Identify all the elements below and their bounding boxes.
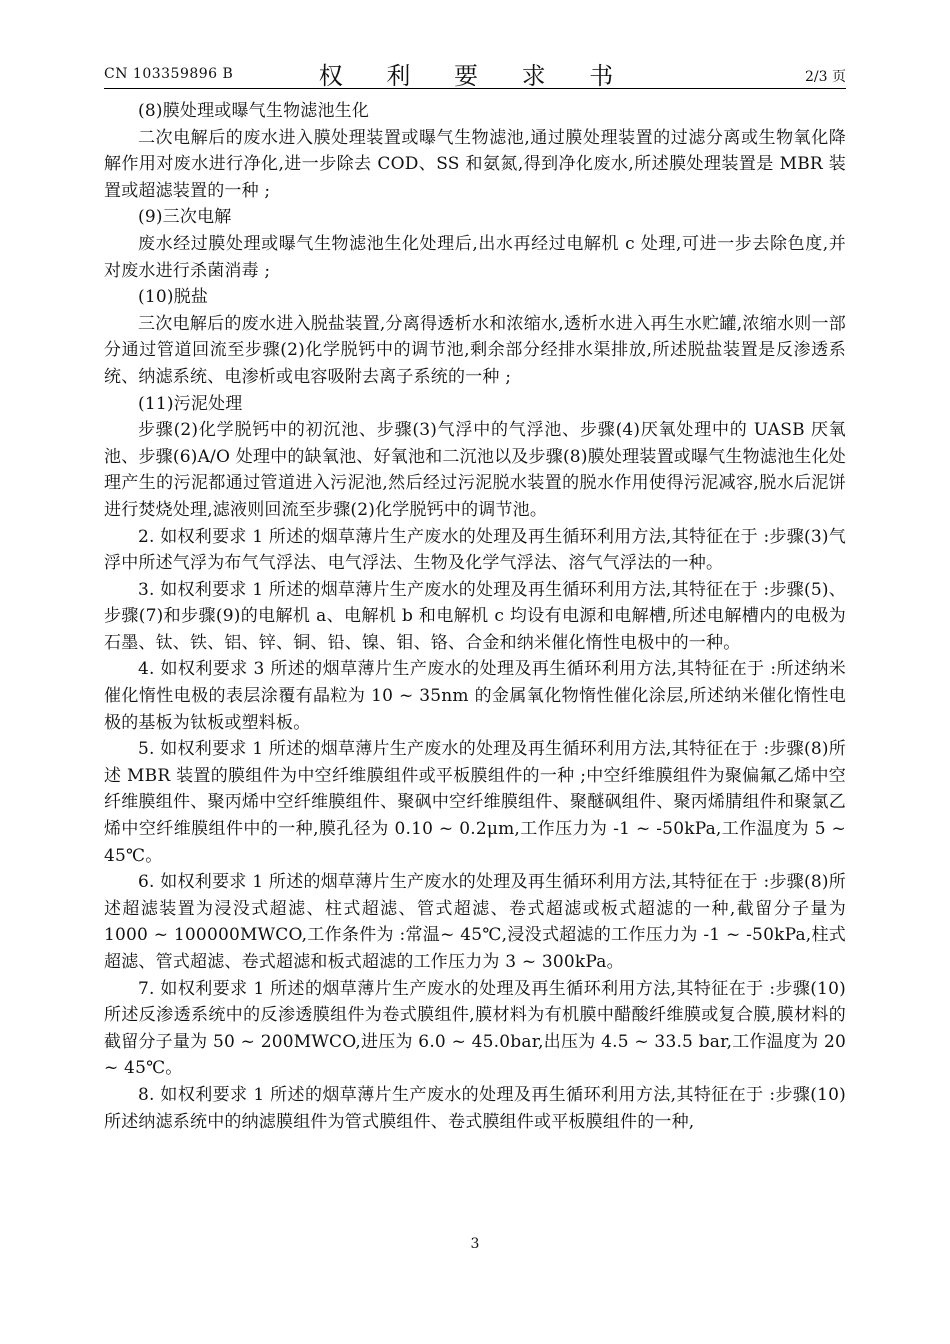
paragraph: 二次电解后的废水进入膜处理装置或曝气生物滤池,通过膜处理装置的过滤分离或生物氧化降解作用对废水进行净化,进一步除去 COD、SS 和氨氮,得到净化废水,所述膜处理装置是 MBR 装置或超滤装置的一种 ;	[104, 127, 846, 201]
page-number: 3	[470, 1236, 480, 1252]
section-heading-10: (10)脱盐	[138, 287, 209, 308]
paragraph: 废水经过膜处理或曝气生物滤池生化处理后,出水再经过电解机 c 处理,可进一步去除色度,并对废水进行杀菌消毒 ;	[104, 233, 846, 281]
claim-5: 5. 如权利要求 1 所述的烟草薄片生产废水的处理及再生循环利用方法,其特征在于 :步骤(8)所述 MBR 装置的膜组件为中空纤维膜组件或平板膜组件的一种 ;中空纤维膜组件为聚偏氟乙烯中空纤维膜组件、聚丙烯中空纤维膜组件、聚砜中空纤维膜组件、聚醚砜组件、聚丙烯腈组件和聚氯乙烯中空纤维膜组件中的一种,膜孔径为 0.10 ~ 0.2μm,工作压力为 -1 ~ -50kPa,工作温度为 5 ~ 45℃。	[104, 739, 846, 866]
section-heading-8: (8)膜处理或曝气生物滤池生化	[138, 101, 370, 121]
paragraph: 步骤(2)化学脱钙中的初沉池、步骤(3)气浮中的气浮池、步骤(4)厌氧处理中的 UASB 厌氧池、步骤(6)A/O 处理中的缺氧池、好氧池和二沉池以及步骤(8)膜处理装置或曝气生物滤池生化处理产生的污泥都通过管道进入污泥池,然后经过污泥脱水装置的脱水作用使得污泥减容,脱水后泥饼进行焚烧处理,滤液则回流至步骤(2)化学脱钙中的调节池。	[104, 420, 846, 520]
claim-3: 3. 如权利要求 1 所述的烟草薄片生产废水的处理及再生循环利用方法,其特征在于 :步骤(5)、步骤(7)和步骤(9)的电解机 a、电解机 b 和电解机 c 均设有电源和电解槽,所述电解槽内的电极为石墨、钛、铁、铝、锌、铜、铅、镍、钼、铬、合金和纳米催化惰性电极中的一种。	[104, 579, 846, 653]
section-heading-11: (11)污泥处理	[138, 393, 243, 414]
page-indicator: 2/3 页	[805, 69, 846, 85]
paragraph: 三次电解后的废水进入脱盐装置,分离得透析水和浓缩水,透析水进入再生水贮罐,浓缩水则一部分通过管道回流至步骤(2)化学脱钙中的调节池,剩余部分经排水渠排放,所述脱盐装置是反渗透系统、纳滤系统、电渗析或电容吸附去离子系统的一种 ;	[104, 313, 846, 387]
header-divider	[104, 88, 846, 89]
section-heading-9: (9)三次电解	[138, 207, 232, 228]
document-title: 权 利 要 求 书	[318, 62, 632, 90]
claims-body	[104, 98, 846, 1135]
patent-number: CN 103359896 B	[104, 66, 234, 82]
claim-6: 6. 如权利要求 1 所述的烟草薄片生产废水的处理及再生循环利用方法,其特征在于 :步骤(8)所述超滤装置为浸没式超滤、柱式超滤、管式超滤、卷式超滤或板式超滤的一种,截留分子量为 1000 ~ 100000MWCO,工作条件为 :常温~ 45℃,浸没式超滤的工作压力为 -1 ~ -50kPa,柱式超滤、管式超滤、卷式超滤和板式超滤的工作压力为 3 ~ 300kPa。	[104, 872, 846, 972]
claim-7: 7. 如权利要求 1 所述的烟草薄片生产废水的处理及再生循环利用方法,其特征在于 :步骤(10)所述反渗透系统中的反渗透膜组件为卷式膜组件,膜材料为有机膜中醋酸纤维膜或复合膜,膜材料的截留分子量为 50 ~ 200MWCO,进压为 6.0 ~ 45.0bar,出压为 4.5 ~ 33.5 bar,工作温度为 20 ~ 45℃。	[104, 978, 846, 1079]
claim-2: 2. 如权利要求 1 所述的烟草薄片生产废水的处理及再生循环利用方法,其特征在于 :步骤(3)气浮中所述气浮为布气气浮法、电气浮法、生物及化学气浮法、溶气气浮法的一种。	[104, 526, 846, 574]
page-header	[104, 56, 846, 90]
claim-4: 4. 如权利要求 3 所述的烟草薄片生产废水的处理及再生循环利用方法,其特征在于 :所述纳米催化惰性电极的表层涂覆有晶粒为 10 ~ 35nm 的金属氧化物惰性催化涂层,所述纳米催化惰性电极的基板为钛板或塑料板。	[104, 659, 846, 733]
claim-8: 8. 如权利要求 1 所述的烟草薄片生产废水的处理及再生循环利用方法,其特征在于 :步骤(10)所述纳滤系统中的纳滤膜组件为管式膜组件、卷式膜组件或平板膜组件的一种,	[104, 1084, 846, 1132]
